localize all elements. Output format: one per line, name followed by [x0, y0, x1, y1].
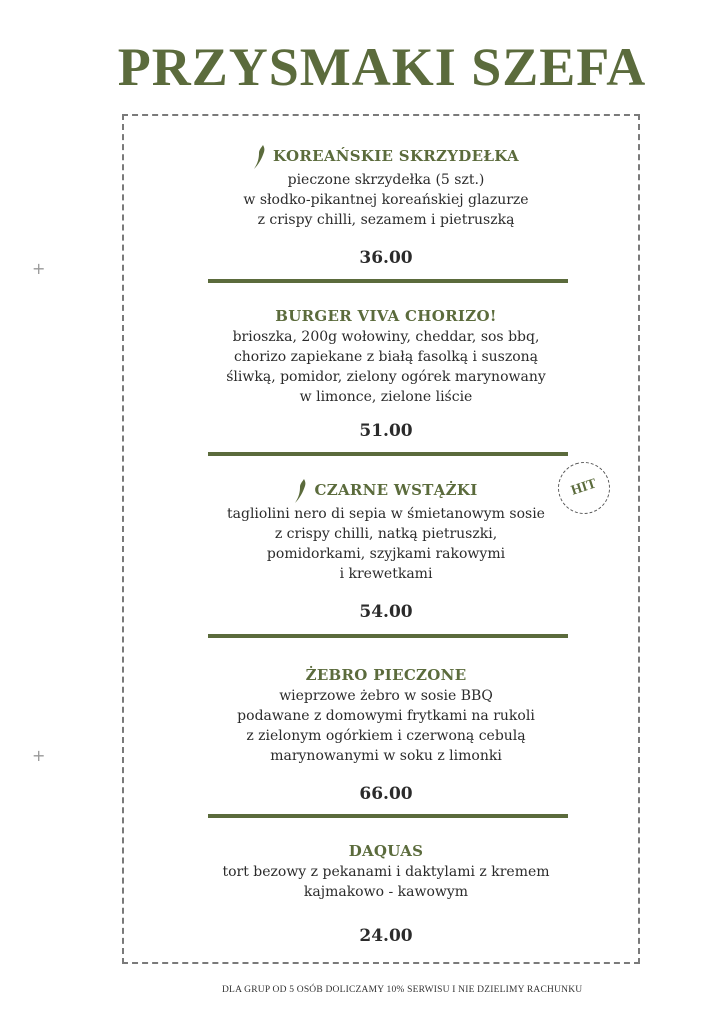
desc-line: w limonce, zielone liście: [299, 389, 473, 405]
item-price: 24.00: [359, 926, 413, 946]
separator: [208, 634, 568, 638]
desc-line: tagliolini nero di sepia w śmietanowym sosie: [227, 506, 545, 522]
item-price: 66.00: [359, 784, 413, 804]
separator: [208, 452, 568, 456]
menu-item: [205, 664, 567, 804]
item-name: [205, 144, 567, 170]
desc-line: tort bezowy z pekanami i daktylami z kremem: [222, 864, 550, 880]
item-description: [205, 686, 567, 766]
item-description: [205, 327, 567, 407]
desc-line: i krewetkami: [339, 566, 433, 582]
menu-title: PRZYSMAKI SZEFA: [117, 37, 647, 97]
item-description: [205, 862, 567, 902]
item-name: ŻEBRO PIECZONE: [305, 666, 467, 684]
plus-icon: +: [32, 746, 46, 765]
item-description: [205, 170, 567, 230]
item-description: [205, 504, 567, 584]
separator: [208, 814, 568, 818]
desc-line: marynowanymi w soku z limonki: [270, 748, 502, 764]
desc-line: pomidorkami, szyjkami rakowymi: [266, 546, 506, 562]
hit-badge: HIT: [551, 455, 617, 521]
desc-line: w słodko-pikantnej koreańskiej glazurze: [243, 192, 529, 208]
item-name: BURGER VIVA CHORIZO!: [275, 307, 497, 325]
desc-line: brioszka, 200g wołowiny, cheddar, sos bbq,: [232, 329, 540, 345]
desc-line: pieczone skrzydełka (5 szt.): [287, 172, 485, 188]
item-name: [205, 478, 567, 504]
item-price: 36.00: [359, 248, 413, 268]
desc-line: wieprzowe żebro w sosie BBQ: [279, 688, 493, 704]
desc-line: kajmakowo - kawowym: [303, 884, 469, 900]
item-name: DAQUAS: [348, 842, 424, 860]
item-price: 51.00: [359, 421, 413, 441]
desc-line: z zielonym ogórkiem i czerwoną cebulą: [246, 728, 526, 744]
desc-line: podawane z domowymi frytkami na rukoli: [237, 708, 535, 724]
menu-item: [205, 478, 567, 622]
menu-item: [205, 305, 567, 441]
chili-pepper-icon: [253, 144, 267, 170]
plus-icon: +: [32, 259, 46, 278]
desc-line: śliwką, pomidor, zielony ogórek marynowany: [226, 369, 546, 385]
separator: [208, 279, 568, 283]
item-price: 54.00: [359, 602, 413, 622]
desc-line: z crispy chilli, sezamem i pietruszką: [257, 212, 515, 228]
item-name-text: CZARNE WSTĄŻKI: [314, 481, 478, 499]
desc-line: chorizo zapiekane z białą fasolką i suszoną: [233, 349, 539, 365]
footer-note: DLA GRUP OD 5 OSÓB DOLICZAMY 10% SERWISU I NIE DZIELIMY RACHUNKU: [222, 985, 583, 995]
item-name-text: KOREAŃSKIE SKRZYDEŁKA: [273, 147, 519, 165]
menu-item: [205, 840, 567, 946]
menu-item: [205, 144, 567, 268]
desc-line: z crispy chilli, natką pietruszki,: [274, 526, 498, 542]
chili-pepper-icon: [294, 478, 308, 504]
